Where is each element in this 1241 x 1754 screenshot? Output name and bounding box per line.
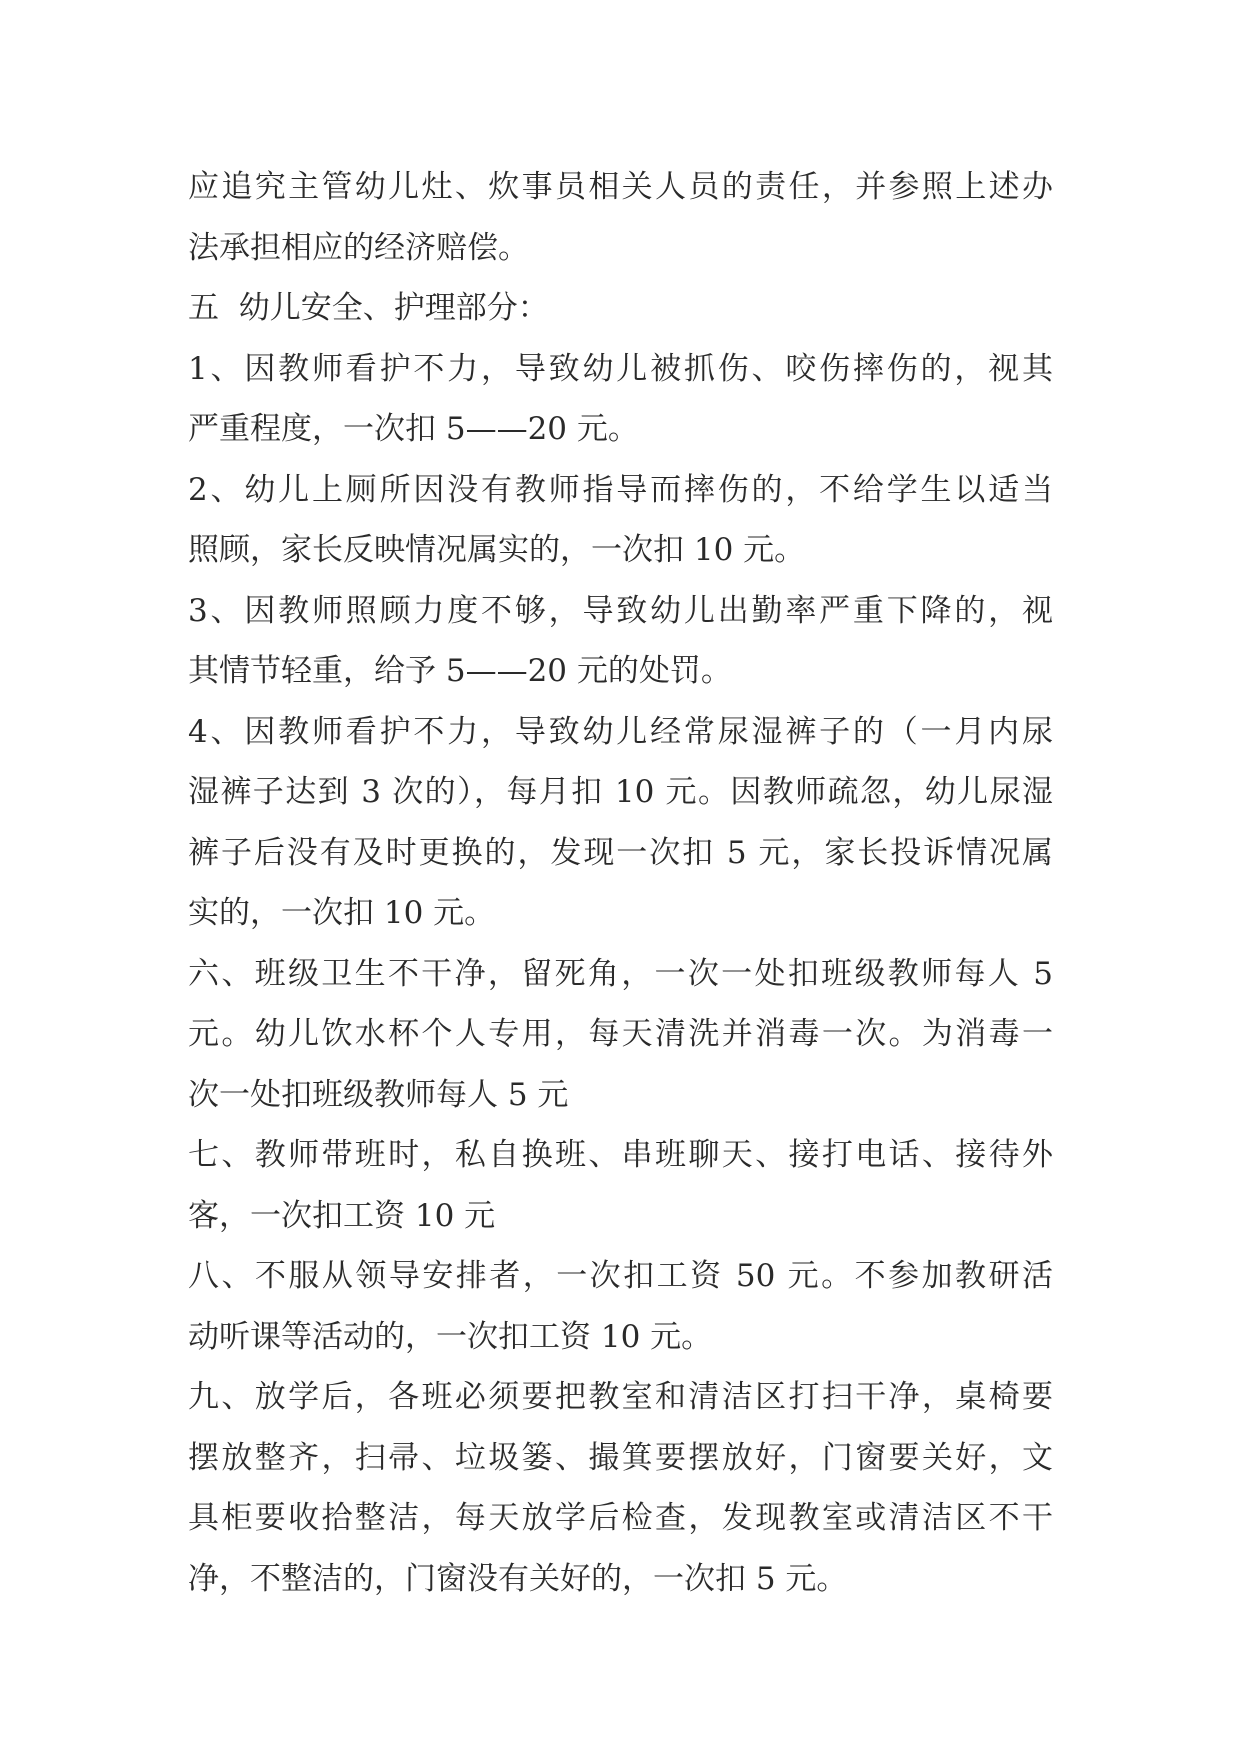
text-line: 五 幼儿安全、护理部分： <box>188 290 549 326</box>
text-line: 实的，一次扣 10 元。 <box>188 895 496 931</box>
text-line: 2、幼儿上厕所因没有教师指导而摔伤的，不给学生以适当 <box>188 471 1053 508</box>
text-line: 九、放学后，各班必须要把教室和清洁区打扫干净，桌椅要 <box>188 1379 1053 1415</box>
text-line: 其情节轻重，给予 5——20 元的处罚。 <box>188 653 732 689</box>
text-line: 严重程度，一次扣 5——20 元。 <box>188 411 639 447</box>
text-line: 元。幼儿饮水杯个人专用，每天清洗并消毒一次。为消毒一 <box>188 1016 1053 1052</box>
text-line: 八、不服从领导安排者，一次扣工资 50 元。不参加教研活 <box>188 1258 1053 1294</box>
text-line: 摆放整齐，扫帚、垃圾篓、撮箕要摆放好，门窗要关好，文 <box>188 1439 1053 1476</box>
text-line: 动听课等活动的，一次扣工资 10 元。 <box>188 1318 713 1355</box>
paragraph-item-3 <box>188 581 1053 702</box>
text-line: 裤子后没有及时更换的，发现一次扣 5 元，家长投诉情况属 <box>188 834 1053 871</box>
paragraph-item-1 <box>188 339 1053 460</box>
paragraph-section-7 <box>188 1125 1053 1246</box>
text-line: 客，一次扣工资 10 元 <box>188 1197 496 1234</box>
text-line: 法承担相应的经济赔偿。 <box>188 229 529 266</box>
paragraph-section-9 <box>188 1367 1053 1609</box>
document-body <box>188 157 1053 1609</box>
text-line: 1、因教师看护不力，导致幼儿被抓伤、咬伤摔伤的，视其 <box>188 350 1053 387</box>
text-line: 七、教师带班时，私自换班、串班聊天、接打电话、接待外 <box>188 1137 1053 1173</box>
section-heading-safety <box>188 278 1053 339</box>
text-line: 4、因教师看护不力，导致幼儿经常尿湿裤子的（一月内尿 <box>188 713 1053 750</box>
paragraph-section-6 <box>188 944 1053 1126</box>
paragraph-item-4 <box>188 702 1053 944</box>
paragraph-item-2 <box>188 460 1053 581</box>
text-line: 照顾，家长反映情况属实的，一次扣 10 元。 <box>188 532 806 568</box>
text-line: 湿裤子达到 3 次的），每月扣 10 元。因教师疏忽，幼儿尿湿 <box>188 774 1053 810</box>
paragraph-section-8 <box>188 1246 1053 1367</box>
text-line: 净，不整洁的，门窗没有关好的，一次扣 5 元。 <box>188 1560 848 1597</box>
paragraph-responsibility <box>188 157 1053 278</box>
text-line: 具柜要收拾整洁，每天放学后检查，发现教室或清洁区不干 <box>188 1500 1053 1536</box>
text-line: 应追究主管幼儿灶、炊事员相关人员的责任，并参照上述办 <box>188 169 1053 205</box>
text-line: 六、班级卫生不干净，留死角，一次一处扣班级教师每人 5 <box>188 955 1053 992</box>
text-line: 3、因教师照顾力度不够，导致幼儿出勤率严重下降的，视 <box>188 592 1053 629</box>
text-line: 次一处扣班级教师每人 5 元 <box>188 1076 569 1113</box>
